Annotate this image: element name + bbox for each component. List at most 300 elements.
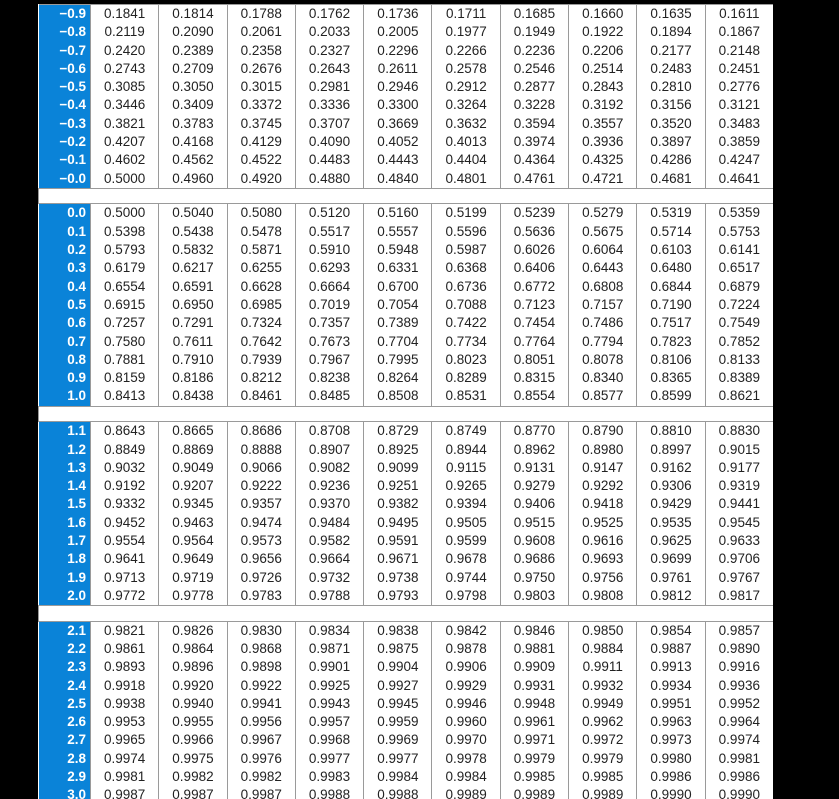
probability-cell: 0.2676 — [227, 60, 295, 78]
probability-cell: 0.9830 — [227, 621, 295, 640]
probability-cell: 0.9222 — [227, 477, 295, 495]
probability-cell: 0.9474 — [227, 514, 295, 532]
probability-cell: 0.2912 — [432, 78, 500, 96]
probability-cell: 0.9986 — [637, 768, 705, 786]
probability-cell: 0.9971 — [500, 731, 568, 749]
probability-cell: 0.8770 — [500, 422, 568, 441]
probability-cell: 0.5160 — [364, 204, 432, 223]
probability-cell: 0.6179 — [91, 259, 159, 277]
z-value-cell: 0.0 — [39, 204, 91, 223]
probability-cell: 0.7088 — [432, 296, 500, 314]
probability-cell: 0.8869 — [159, 441, 227, 459]
probability-cell: 0.3520 — [637, 115, 705, 133]
z-value-cell: −0.2 — [39, 133, 91, 151]
probability-cell: 0.2514 — [569, 60, 637, 78]
probability-cell: 0.9977 — [295, 750, 363, 768]
probability-cell: 0.6141 — [705, 241, 773, 259]
probability-cell: 0.3372 — [227, 96, 295, 114]
probability-cell: 0.6844 — [637, 278, 705, 296]
probability-cell: 0.8238 — [295, 369, 363, 387]
z-value-cell: 1.0 — [39, 387, 91, 406]
probability-cell: 0.8810 — [637, 422, 705, 441]
probability-cell: 0.9463 — [159, 514, 227, 532]
probability-cell: 0.9989 — [432, 786, 500, 799]
probability-cell: 0.8888 — [227, 441, 295, 459]
probability-cell: 0.5120 — [295, 204, 363, 223]
z-value-cell: 2.6 — [39, 713, 91, 731]
probability-cell: 0.9834 — [295, 621, 363, 640]
probability-cell: 0.8389 — [705, 369, 773, 387]
probability-cell: 0.7123 — [500, 296, 568, 314]
probability-cell: 0.6517 — [705, 259, 773, 277]
probability-cell: 0.4013 — [432, 133, 500, 151]
probability-cell: 0.9948 — [500, 695, 568, 713]
probability-cell: 0.7324 — [227, 314, 295, 332]
probability-cell: 0.2843 — [569, 78, 637, 96]
table-row — [39, 151, 774, 169]
probability-cell: 0.6064 — [569, 241, 637, 259]
probability-cell: 0.9927 — [364, 677, 432, 695]
table-row — [39, 695, 774, 713]
z-value-cell: −0.7 — [39, 42, 91, 60]
probability-cell: 0.9633 — [705, 532, 773, 550]
probability-cell: 0.9625 — [637, 532, 705, 550]
probability-cell: 0.9783 — [227, 587, 295, 606]
probability-cell: 0.2296 — [364, 42, 432, 60]
probability-cell: 0.9671 — [364, 550, 432, 568]
probability-cell: 0.2611 — [364, 60, 432, 78]
probability-cell: 0.5675 — [569, 223, 637, 241]
block-separator — [39, 406, 774, 422]
probability-cell: 0.9452 — [91, 514, 159, 532]
probability-cell: 0.3156 — [637, 96, 705, 114]
probability-cell: 0.9986 — [705, 768, 773, 786]
probability-cell: 0.9772 — [91, 587, 159, 606]
probability-cell: 0.9934 — [637, 677, 705, 695]
probability-cell: 0.2743 — [91, 60, 159, 78]
probability-cell: 0.9987 — [91, 786, 159, 799]
probability-cell: 0.1660 — [569, 5, 637, 24]
probability-cell: 0.3050 — [159, 78, 227, 96]
probability-cell: 0.7673 — [295, 333, 363, 351]
probability-cell: 0.7224 — [705, 296, 773, 314]
probability-cell: 0.9162 — [637, 459, 705, 477]
probability-cell: 0.5832 — [159, 241, 227, 259]
probability-cell: 0.9726 — [227, 569, 295, 587]
probability-cell: 0.8264 — [364, 369, 432, 387]
probability-cell: 0.2327 — [295, 42, 363, 60]
probability-cell: 0.5040 — [159, 204, 227, 223]
probability-cell: 0.6879 — [705, 278, 773, 296]
probability-cell: 0.8438 — [159, 387, 227, 406]
probability-cell: 0.9982 — [227, 768, 295, 786]
probability-cell: 0.3192 — [569, 96, 637, 114]
probability-cell: 0.7389 — [364, 314, 432, 332]
probability-cell: 0.9988 — [295, 786, 363, 799]
probability-cell: 0.7019 — [295, 296, 363, 314]
probability-cell: 0.6368 — [432, 259, 500, 277]
table-row — [39, 514, 774, 532]
probability-cell: 0.3557 — [569, 115, 637, 133]
probability-cell: 0.7054 — [364, 296, 432, 314]
probability-cell: 0.9940 — [159, 695, 227, 713]
probability-cell: 0.9972 — [569, 731, 637, 749]
probability-cell: 0.9535 — [637, 514, 705, 532]
probability-cell: 0.9977 — [364, 750, 432, 768]
probability-cell: 0.9236 — [295, 477, 363, 495]
probability-cell: 0.9394 — [432, 495, 500, 513]
table-row — [39, 713, 774, 731]
probability-cell: 0.1867 — [705, 23, 773, 41]
probability-cell: 0.9265 — [432, 477, 500, 495]
probability-cell: 0.9951 — [637, 695, 705, 713]
table-row — [39, 621, 774, 640]
probability-cell: 0.9788 — [295, 587, 363, 606]
probability-cell: 0.8790 — [569, 422, 637, 441]
probability-cell: 0.7794 — [569, 333, 637, 351]
z-value-cell: 0.7 — [39, 333, 91, 351]
probability-cell: 0.9878 — [432, 640, 500, 658]
probability-cell: 0.7422 — [432, 314, 500, 332]
probability-cell: 0.9868 — [227, 640, 295, 658]
probability-cell: 0.9984 — [364, 768, 432, 786]
table-row — [39, 78, 774, 96]
probability-cell: 0.2119 — [91, 23, 159, 41]
probability-cell: 0.9911 — [569, 658, 637, 676]
probability-cell: 0.8980 — [569, 441, 637, 459]
probability-cell: 0.9656 — [227, 550, 295, 568]
probability-cell: 0.8315 — [500, 369, 568, 387]
probability-cell: 0.9953 — [91, 713, 159, 731]
probability-cell: 0.1922 — [569, 23, 637, 41]
probability-cell: 0.9147 — [569, 459, 637, 477]
probability-cell: 0.5239 — [500, 204, 568, 223]
probability-cell: 0.3300 — [364, 96, 432, 114]
probability-cell: 0.5517 — [295, 223, 363, 241]
probability-cell: 0.8023 — [432, 351, 500, 369]
probability-cell: 0.9821 — [91, 621, 159, 640]
probability-cell: 0.9966 — [159, 731, 227, 749]
probability-cell: 0.2643 — [295, 60, 363, 78]
z-value-cell: 0.6 — [39, 314, 91, 332]
probability-cell: 0.5279 — [569, 204, 637, 223]
table-row — [39, 133, 774, 151]
probability-cell: 0.8925 — [364, 441, 432, 459]
probability-cell: 0.9699 — [637, 550, 705, 568]
probability-cell: 0.9962 — [569, 713, 637, 731]
probability-cell: 0.9332 — [91, 495, 159, 513]
probability-cell: 0.9881 — [500, 640, 568, 658]
probability-cell: 0.9981 — [705, 750, 773, 768]
probability-cell: 0.8729 — [364, 422, 432, 441]
probability-cell: 0.7291 — [159, 314, 227, 332]
z-value-cell: 2.1 — [39, 621, 91, 640]
z-value-cell: −0.4 — [39, 96, 91, 114]
probability-cell: 0.6026 — [500, 241, 568, 259]
probability-cell: 0.9916 — [705, 658, 773, 676]
probability-cell: 0.9984 — [432, 768, 500, 786]
probability-cell: 0.8212 — [227, 369, 295, 387]
z-value-cell: −0.1 — [39, 151, 91, 169]
probability-cell: 0.9545 — [705, 514, 773, 532]
table-row — [39, 23, 774, 41]
probability-cell: 0.5199 — [432, 204, 500, 223]
table-row — [39, 96, 774, 114]
probability-cell: 0.9808 — [569, 587, 637, 606]
probability-cell: 0.3632 — [432, 115, 500, 133]
probability-cell: 0.9279 — [500, 477, 568, 495]
probability-cell: 0.9319 — [705, 477, 773, 495]
probability-cell: 0.6480 — [637, 259, 705, 277]
z-value-cell: 1.1 — [39, 422, 91, 441]
probability-cell: 0.9893 — [91, 658, 159, 676]
probability-cell: 0.3859 — [705, 133, 773, 151]
probability-cell: 0.4602 — [91, 151, 159, 169]
probability-cell: 0.4443 — [364, 151, 432, 169]
probability-cell: 0.9871 — [295, 640, 363, 658]
probability-cell: 0.9706 — [705, 550, 773, 568]
probability-cell: 0.7517 — [637, 314, 705, 332]
table-row — [39, 204, 774, 223]
block-separator — [39, 606, 774, 622]
probability-cell: 0.9732 — [295, 569, 363, 587]
probability-cell: 0.9842 — [432, 621, 500, 640]
probability-cell: 0.4129 — [227, 133, 295, 151]
probability-cell: 0.5478 — [227, 223, 295, 241]
probability-cell: 0.6554 — [91, 278, 159, 296]
probability-cell: 0.9582 — [295, 532, 363, 550]
probability-cell: 0.3974 — [500, 133, 568, 151]
probability-cell: 0.8461 — [227, 387, 295, 406]
probability-cell: 0.7190 — [637, 296, 705, 314]
probability-cell: 0.2578 — [432, 60, 500, 78]
z-value-cell: 0.5 — [39, 296, 91, 314]
probability-cell: 0.9932 — [569, 677, 637, 695]
probability-cell: 0.8599 — [637, 387, 705, 406]
probability-cell: 0.8051 — [500, 351, 568, 369]
probability-cell: 0.9989 — [500, 786, 568, 799]
probability-cell: 0.7910 — [159, 351, 227, 369]
probability-cell: 0.9913 — [637, 658, 705, 676]
table-row — [39, 296, 774, 314]
table-row — [39, 587, 774, 606]
table-row — [39, 387, 774, 406]
probability-cell: 0.8531 — [432, 387, 500, 406]
probability-cell: 0.9032 — [91, 459, 159, 477]
probability-cell: 0.9920 — [159, 677, 227, 695]
probability-cell: 0.2877 — [500, 78, 568, 96]
probability-cell: 0.9744 — [432, 569, 500, 587]
probability-cell: 0.9925 — [295, 677, 363, 695]
probability-cell: 0.9901 — [295, 658, 363, 676]
table-row — [39, 550, 774, 568]
probability-cell: 0.9896 — [159, 658, 227, 676]
probability-cell: 0.9943 — [295, 695, 363, 713]
probability-cell: 0.9945 — [364, 695, 432, 713]
probability-cell: 0.2389 — [159, 42, 227, 60]
probability-cell: 0.6736 — [432, 278, 500, 296]
probability-cell: 0.9884 — [569, 640, 637, 658]
z-value-cell: 1.8 — [39, 550, 91, 568]
probability-cell: 0.5438 — [159, 223, 227, 241]
probability-cell: 0.8849 — [91, 441, 159, 459]
probability-cell: 0.9564 — [159, 532, 227, 550]
probability-cell: 0.1711 — [432, 5, 500, 24]
probability-cell: 0.2776 — [705, 78, 773, 96]
probability-cell: 0.2236 — [500, 42, 568, 60]
probability-cell: 0.8485 — [295, 387, 363, 406]
probability-cell: 0.9965 — [91, 731, 159, 749]
probability-cell: 0.8159 — [91, 369, 159, 387]
probability-cell: 0.9960 — [432, 713, 500, 731]
probability-cell: 0.7257 — [91, 314, 159, 332]
probability-cell: 0.7486 — [569, 314, 637, 332]
table-row — [39, 422, 774, 441]
probability-cell: 0.9131 — [500, 459, 568, 477]
probability-cell: 0.9941 — [227, 695, 295, 713]
probability-cell: 0.5000 — [91, 204, 159, 223]
probability-cell: 0.9989 — [569, 786, 637, 799]
probability-cell: 0.7642 — [227, 333, 295, 351]
probability-cell: 0.9767 — [705, 569, 773, 587]
probability-cell: 0.8621 — [705, 387, 773, 406]
probability-cell: 0.9649 — [159, 550, 227, 568]
probability-cell: 0.9505 — [432, 514, 500, 532]
probability-cell: 0.8508 — [364, 387, 432, 406]
table-row — [39, 5, 774, 24]
probability-cell: 0.8997 — [637, 441, 705, 459]
probability-cell: 0.9875 — [364, 640, 432, 658]
probability-cell: 0.1841 — [91, 5, 159, 24]
probability-cell: 0.3121 — [705, 96, 773, 114]
probability-cell: 0.9983 — [295, 768, 363, 786]
probability-cell: 0.9985 — [500, 768, 568, 786]
z-value-cell: 3.0 — [39, 786, 91, 799]
table-row — [39, 532, 774, 550]
probability-cell: 0.8340 — [569, 369, 637, 387]
probability-cell: 0.8365 — [637, 369, 705, 387]
z-value-cell: 1.5 — [39, 495, 91, 513]
z-value-cell: 2.3 — [39, 658, 91, 676]
probability-cell: 0.7580 — [91, 333, 159, 351]
probability-cell: 0.2546 — [500, 60, 568, 78]
probability-cell: 0.9970 — [432, 731, 500, 749]
probability-cell: 0.3483 — [705, 115, 773, 133]
probability-cell: 0.9778 — [159, 587, 227, 606]
probability-cell: 0.9838 — [364, 621, 432, 640]
z-value-cell: 1.4 — [39, 477, 91, 495]
probability-cell: 0.5359 — [705, 204, 773, 223]
probability-cell: 0.9099 — [364, 459, 432, 477]
probability-cell: 0.2206 — [569, 42, 637, 60]
probability-cell: 0.8643 — [91, 422, 159, 441]
probability-cell: 0.9761 — [637, 569, 705, 587]
z-value-cell: 0.9 — [39, 369, 91, 387]
probability-cell: 0.6406 — [500, 259, 568, 277]
probability-cell: 0.1977 — [432, 23, 500, 41]
probability-cell: 0.2946 — [364, 78, 432, 96]
probability-cell: 0.9857 — [705, 621, 773, 640]
probability-cell: 0.3015 — [227, 78, 295, 96]
probability-cell: 0.8907 — [295, 441, 363, 459]
probability-cell: 0.6293 — [295, 259, 363, 277]
probability-cell: 0.5948 — [364, 241, 432, 259]
probability-cell: 0.9678 — [432, 550, 500, 568]
probability-cell: 0.9979 — [500, 750, 568, 768]
probability-cell: 0.9967 — [227, 731, 295, 749]
probability-cell: 0.7939 — [227, 351, 295, 369]
probability-cell: 0.9591 — [364, 532, 432, 550]
probability-cell: 0.9066 — [227, 459, 295, 477]
probability-cell: 0.9922 — [227, 677, 295, 695]
probability-cell: 0.9686 — [500, 550, 568, 568]
probability-cell: 0.4840 — [364, 170, 432, 189]
probability-cell: 0.6443 — [569, 259, 637, 277]
probability-cell: 0.3707 — [295, 115, 363, 133]
probability-cell: 0.1949 — [500, 23, 568, 41]
probability-cell: 0.4052 — [364, 133, 432, 151]
probability-cell: 0.5793 — [91, 241, 159, 259]
probability-cell: 0.7549 — [705, 314, 773, 332]
table-row — [39, 677, 774, 695]
table-row — [39, 351, 774, 369]
probability-cell: 0.9987 — [227, 786, 295, 799]
probability-cell: 0.9974 — [705, 731, 773, 749]
z-value-cell: 2.2 — [39, 640, 91, 658]
probability-cell: 0.9854 — [637, 621, 705, 640]
probability-cell: 0.9418 — [569, 495, 637, 513]
probability-cell: 0.1685 — [500, 5, 568, 24]
probability-cell: 0.9251 — [364, 477, 432, 495]
probability-cell: 0.9115 — [432, 459, 500, 477]
probability-cell: 0.9357 — [227, 495, 295, 513]
z-value-cell: 2.0 — [39, 587, 91, 606]
z-value-cell: 0.8 — [39, 351, 91, 369]
probability-cell: 0.2061 — [227, 23, 295, 41]
probability-cell: 0.4364 — [500, 151, 568, 169]
probability-cell: 0.5636 — [500, 223, 568, 241]
probability-cell: 0.2005 — [364, 23, 432, 41]
probability-cell: 0.9345 — [159, 495, 227, 513]
probability-cell: 0.3085 — [91, 78, 159, 96]
table-row — [39, 369, 774, 387]
probability-cell: 0.4090 — [295, 133, 363, 151]
probability-cell: 0.9961 — [500, 713, 568, 731]
probability-cell: 0.9906 — [432, 658, 500, 676]
z-table-page — [38, 4, 773, 799]
probability-cell: 0.9406 — [500, 495, 568, 513]
probability-cell: 0.4325 — [569, 151, 637, 169]
probability-cell: 0.5714 — [637, 223, 705, 241]
table-row — [39, 477, 774, 495]
table-row — [39, 658, 774, 676]
probability-cell: 0.2148 — [705, 42, 773, 60]
probability-cell: 0.9931 — [500, 677, 568, 695]
probability-cell: 0.9429 — [637, 495, 705, 513]
probability-cell: 0.9979 — [569, 750, 637, 768]
probability-cell: 0.9975 — [159, 750, 227, 768]
probability-cell: 0.9898 — [227, 658, 295, 676]
probability-cell: 0.8962 — [500, 441, 568, 459]
block-separator — [39, 188, 774, 204]
probability-cell: 0.6915 — [91, 296, 159, 314]
probability-cell: 0.8577 — [569, 387, 637, 406]
probability-cell: 0.9861 — [91, 640, 159, 658]
probability-cell: 0.9980 — [637, 750, 705, 768]
probability-cell: 0.9985 — [569, 768, 637, 786]
z-value-cell: −0.5 — [39, 78, 91, 96]
probability-cell: 0.6103 — [637, 241, 705, 259]
